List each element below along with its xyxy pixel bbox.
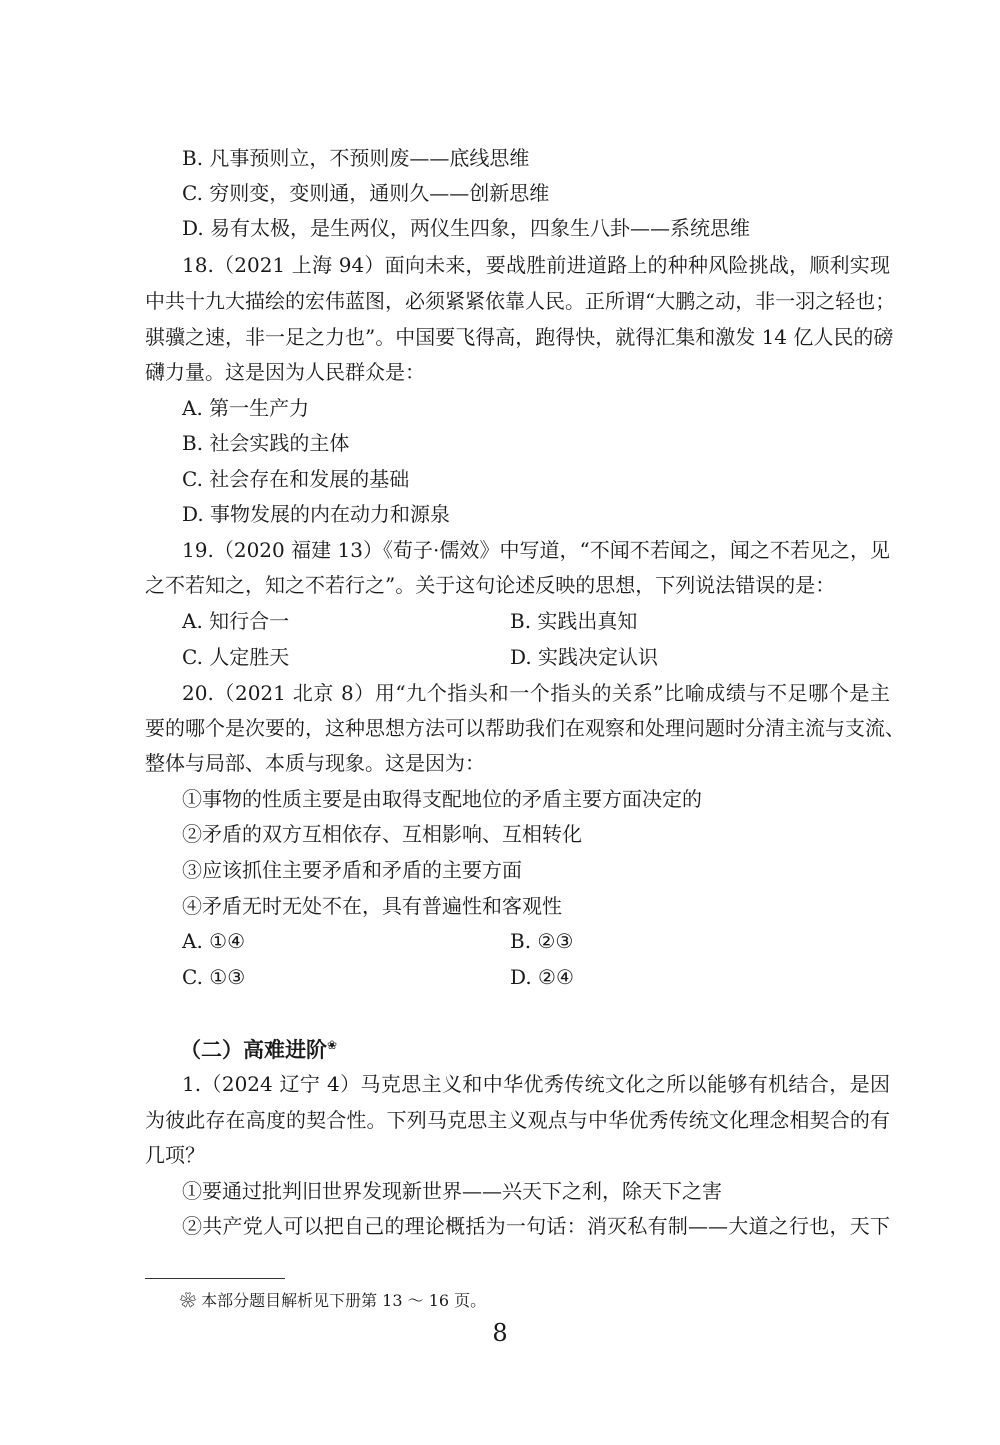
q18-line-4: 礴力量。这是因为人民群众是：	[145, 360, 425, 384]
q18-option-d: D. 事物发展的内在动力和源泉	[182, 502, 451, 526]
q20-item-2: ②矛盾的双方互相依存、互相影响、互相转化	[182, 822, 582, 846]
q19-line-2: 之不若知之，知之不若行之”。关于这句论述反映的思想，下列说法错误的是：	[145, 573, 836, 597]
q20-option-b: B. ②③	[510, 929, 574, 953]
q18-line-1: 18.（2021 上海 94）面向未来，要战胜前进道路上的种种风险挑战，顺利实现	[182, 253, 890, 277]
q20-item-1: ①事物的性质主要是由取得支配地位的矛盾主要方面决定的	[182, 787, 702, 811]
q17-option-c: C. 穷则变，变则通，通则久——创新思维	[182, 181, 550, 205]
q18-option-c: C. 社会存在和发展的基础	[182, 467, 410, 491]
q19-option-c: C. 人定胜天	[182, 645, 290, 669]
page-number: 8	[492, 1319, 508, 1347]
q19-option-a: A. 知行合一	[182, 609, 290, 633]
footnote: ❀ 本部分题目解析见下册第 13 ～ 16 页。	[180, 1291, 487, 1310]
q20-line-3: 整体与局部、本质与现象。这是因为：	[145, 751, 485, 775]
q20-option-d: D. ②④	[510, 965, 574, 989]
flower-mark-icon: ❀	[327, 1038, 338, 1052]
q17-option-b: B. 凡事预则立，不预则废——底线思维	[182, 146, 530, 170]
q18-option-b: B. 社会实践的主体	[182, 431, 350, 455]
q18-line-2: 中共十九大描绘的宏伟蓝图，必须紧紧依靠人民。正所谓“大鹏之动，非一羽之轻也；	[145, 289, 896, 313]
section-heading	[180, 1030, 337, 1065]
q19-option-b: B. 实践出真知	[510, 609, 638, 633]
q18-line-3: 骐骥之速，非一足之力也”。中国要飞得高，跑得快，就得汇集和激发 14 亿人民的磅	[145, 325, 894, 349]
q18-option-a: A. 第一生产力	[182, 396, 310, 420]
q20-line-2: 要的哪个是次要的，这种思想方法可以帮助我们在观察和处理问题时分清主流与支流、	[145, 716, 905, 740]
adv-q1-item-1: ①要通过批判旧世界发现新世界——兴天下之利，除天下之害	[182, 1179, 722, 1203]
q20-item-4: ④矛盾无时无处不在，具有普遍性和客观性	[182, 894, 562, 918]
adv-q1-line-3: 几项？	[145, 1143, 205, 1167]
q20-line-1: 20.（2021 北京 8）用“九个指头和一个指头的关系”比喻成绩与不足哪个是主	[182, 681, 890, 705]
adv-q1-item-2: ②共产党人可以把自己的理论概括为一句话：消灭私有制——大道之行也，天下	[182, 1214, 890, 1238]
q19-line-1: 19.（2020 福建 13）《荀子·儒效》中写道，“不闻不若闻之，闻之不若见之，见	[182, 538, 890, 562]
q17-option-d: D. 易有太极，是生两仪，两仪生四象，四象生八卦——系统思维	[182, 216, 751, 240]
q20-option-a: A. ①④	[182, 929, 246, 953]
q20-item-3: ③应该抓住主要矛盾和矛盾的主要方面	[182, 858, 522, 882]
q19-option-d: D. 实践决定认识	[510, 645, 659, 669]
adv-q1-line-2: 为彼此存在高度的契合性。下列马克思主义观点与中华优秀传统文化理念相契合的有	[145, 1108, 890, 1132]
section-title-text: （二）高难进阶	[180, 1038, 327, 1062]
q20-option-c: C. ①③	[182, 965, 246, 989]
footnote-divider	[145, 1278, 285, 1279]
adv-q1-line-1: 1.（2024 辽宁 4）马克思主义和中华优秀传统文化之所以能够有机结合，是因	[182, 1072, 890, 1096]
